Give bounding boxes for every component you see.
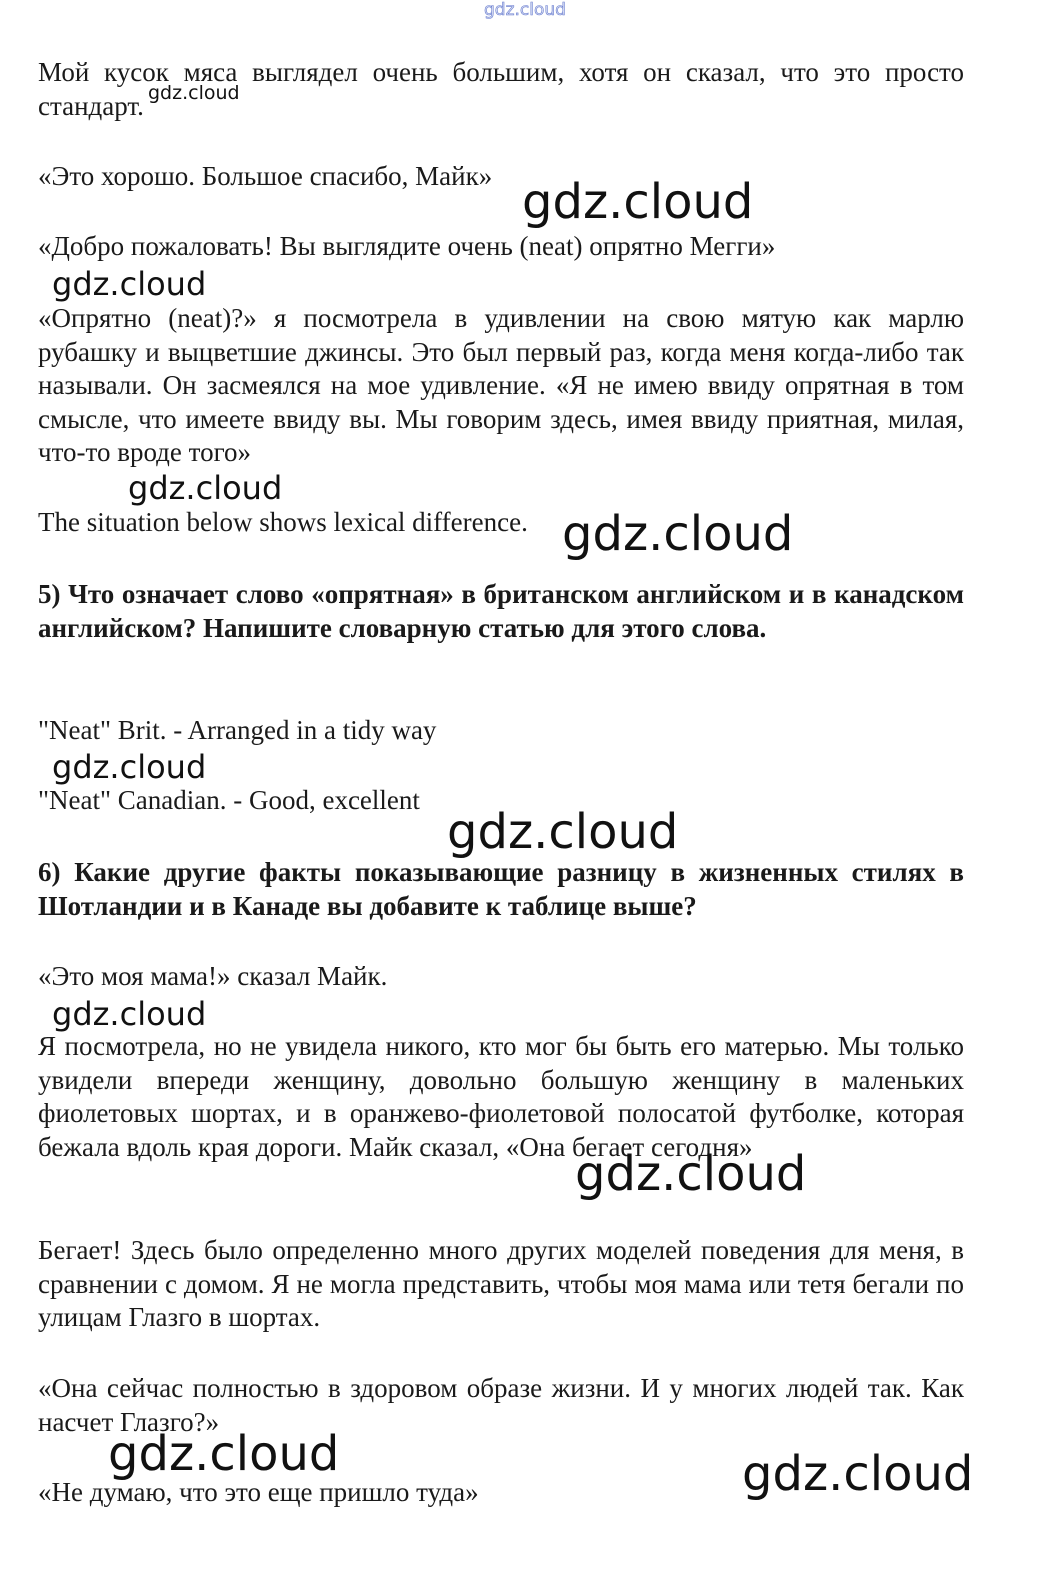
watermark-top: gdz.cloud — [484, 0, 566, 20]
paragraph-not-there-yet: «Не думаю, что это еще пришло туда» — [38, 1477, 479, 1507]
paragraph-running: Бегает! Здесь было определенно много других моделей поведения для меня, в сравнении с домом. Я не могла представить, чтобы моя мама или тетя бегали по улицам Глазго в шортах. — [38, 1235, 964, 1332]
watermark: gdz.cloud — [108, 1426, 340, 1482]
watermark: gdz.cloud — [522, 174, 754, 230]
paragraph-healthy-lifestyle: «Она сейчас полностью в здоровом образе жизни. И у многих людей так. Как насчет Глазго?» — [38, 1373, 964, 1437]
paragraph-thanks: «Это хорошо. Большое спасибо, Майк» — [38, 161, 493, 191]
paragraph-woman-running: Я посмотрела, но не увидела никого, кто мог бы быть его матерью. Мы только увидели впереди женщину, довольно большую женщину в маленьких фиолетовых шортах, и в оранжево-фиолетовой полосатой футболке, которая бежала вдоль края дороги. Майк сказал, «Она бегает сегодня» — [38, 1031, 964, 1162]
watermark: gdz.cloud — [52, 265, 207, 303]
question-6: 6) Какие другие факты показывающие разницу в жизненных стилях в Шотландии и в Канаде вы добавите к таблице выше? — [38, 857, 964, 921]
watermark: gdz.cloud — [562, 506, 794, 562]
watermark: gdz.cloud — [447, 804, 679, 860]
watermark-small: gdz.cloud — [148, 82, 240, 104]
answer-neat-british: "Neat" Brit. - Arranged in a tidy way — [38, 715, 437, 745]
paragraph-my-mom: «Это моя мама!» сказал Майк. — [38, 961, 388, 991]
watermark: gdz.cloud — [128, 469, 283, 507]
paragraph-lexical-difference: The situation below shows lexical difference. — [38, 507, 528, 537]
paragraph-steak: Мой кусок мяса выглядел очень большим, хотя он сказал, что это просто стандарт. — [38, 57, 964, 121]
watermark: gdz.cloud — [742, 1446, 974, 1502]
question-5: 5) Что означает слово «опрятная» в британском английском и в канадском английском? Напишите словарную статью для этого слова. — [38, 579, 964, 643]
paragraph-neat-surprise: «Опрятно (neat)?» я посмотрела в удивлении на свою мятую как марлю рубашку и выцветшие джинсы. Это был первый раз, когда меня когда-либо так называли. Он засмеялся на мое удивление. «Я не имею ввиду опрятная в том смысле, что имеете ввиду вы. Мы говорим здесь, имея ввиду приятная, милая, что-то вроде того» — [38, 303, 964, 467]
watermark: gdz.cloud — [52, 748, 207, 786]
watermark: gdz.cloud — [52, 995, 207, 1033]
answer-neat-canadian: "Neat" Canadian. - Good, excellent — [38, 785, 420, 815]
watermark: gdz.cloud — [575, 1146, 807, 1202]
paragraph-welcome: «Добро пожаловать! Вы выглядите очень (neat) опрятно Мегги» — [38, 231, 776, 261]
